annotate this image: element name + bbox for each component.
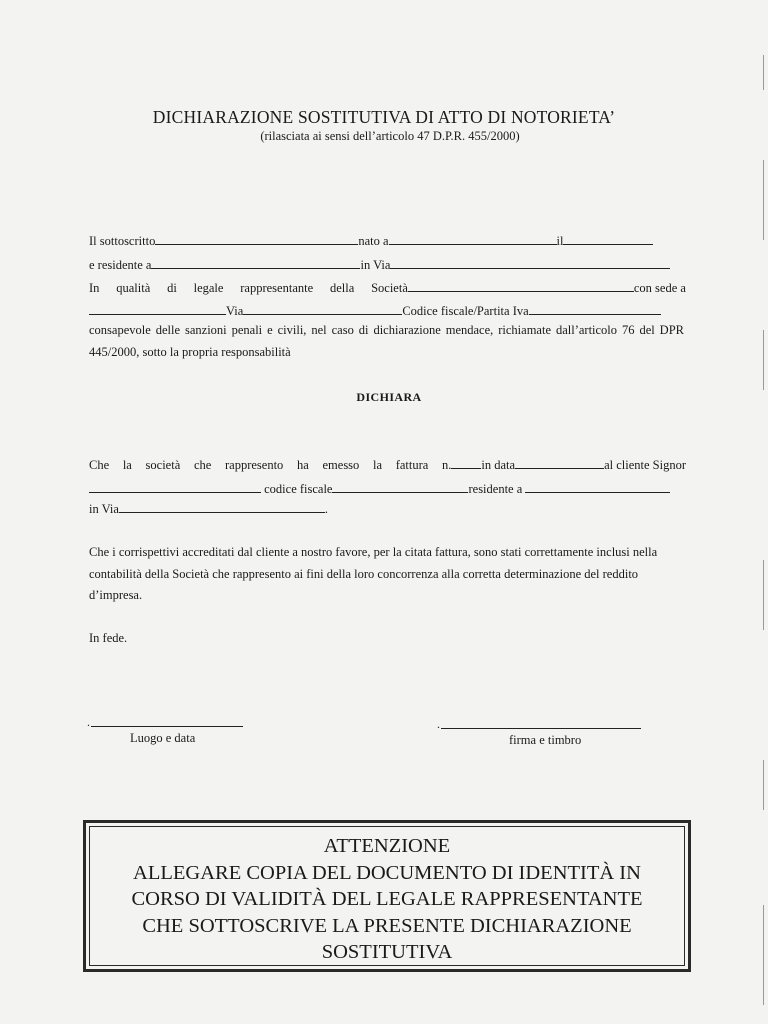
- notice-line: ALLEGARE COPIA DEL DOCUMENTO DI IDENTITÀ IN: [133, 861, 641, 884]
- attenzione-box: [83, 820, 691, 972]
- in-data-label: in data: [481, 458, 516, 472]
- declarant-row-3: [89, 279, 686, 296]
- notice-line: CORSO DI VALIDITÀ DEL LEGALE RAPPRESENTANTE: [131, 888, 643, 910]
- invoice-word: fattura: [395, 458, 429, 472]
- invoice-word: emesso: [322, 458, 360, 472]
- in-via-label: in Via: [360, 258, 391, 272]
- declarant-row-2: [89, 256, 670, 273]
- data-nascita-field[interactable]: [563, 232, 653, 245]
- qualita-word: della: [329, 281, 355, 295]
- invoice-word: ha: [297, 458, 309, 472]
- notice-line: ATTENZIONE: [323, 835, 451, 857]
- qualita-word: In: [89, 281, 100, 295]
- end-punct: .: [324, 502, 329, 516]
- scan-edge-mark: [763, 55, 764, 90]
- nato-label: nato a: [358, 234, 389, 248]
- data-fattura-field[interactable]: [515, 456, 604, 469]
- sede-field[interactable]: [89, 302, 226, 315]
- scan-edge-mark: [763, 905, 764, 1005]
- invoice-word: società: [145, 458, 181, 472]
- luogo-data-label: Luogo e data: [130, 731, 196, 745]
- invoice-row-1: [89, 456, 686, 473]
- in-fede: In fede.: [89, 631, 128, 645]
- invoice-word: che: [193, 458, 212, 472]
- firma-timbro-line[interactable]: [441, 728, 641, 729]
- invoice-word: Che: [89, 458, 110, 472]
- consapevole-paragraph: consapevole delle sanzioni penali e civili, nel caso di dichiarazione mendace, richiamate dall’articolo 76 del DPR 445/2000, sotto la propria responsabilità: [89, 323, 684, 359]
- il-label: il: [556, 234, 564, 248]
- sottoscritto-field[interactable]: [155, 232, 358, 245]
- qualita-word: di: [167, 281, 177, 295]
- via-residenza-field[interactable]: [390, 256, 670, 269]
- notice-line: SOSTITUTIVA: [321, 941, 453, 963]
- document-title: DICHIARAZIONE SOSTITUTIVA DI ATTO DI NOTORIETA’: [152, 107, 616, 127]
- luogo-data-line[interactable]: [91, 726, 243, 727]
- codice-fiscale-field[interactable]: [529, 302, 661, 315]
- sottoscritto-label: Il sottoscritto: [89, 234, 156, 248]
- numero-fattura-field[interactable]: [451, 456, 481, 469]
- qualita-word: legale: [193, 281, 224, 295]
- notice-line: CHE SOTTOSCRIVE LA PRESENTE DICHIARAZIONE: [142, 914, 632, 937]
- invoice-word: rappresento: [225, 458, 284, 472]
- codice-label: Codice fiscale/Partita Iva: [402, 304, 529, 318]
- invoice-word: la: [122, 458, 132, 472]
- cliente-in-via-label: in Via: [89, 502, 119, 516]
- declarant-row-4: [89, 302, 661, 319]
- residenza-field[interactable]: [151, 256, 360, 269]
- firma-timbro-label: firma e timbro: [509, 733, 582, 747]
- declarant-row-1: [89, 232, 653, 249]
- attenzione-text: [90, 833, 684, 966]
- scan-edge-mark: [763, 560, 764, 630]
- scan-edge-mark: [763, 160, 764, 240]
- cliente-label: al cliente Signor: [604, 458, 686, 472]
- corrispettivi-paragraph: Che i corrispettivi accreditati dal cliente a nostro favore, per la citata fattura, sono stati correttamente inclusi nella contabilità della Società che rappresento ai fini della loro concorrenza alla corretta determinazione del reddito d’impresa.: [89, 545, 658, 602]
- codice-fiscale-label: codice fiscale: [264, 482, 333, 496]
- qualita-word: rappresentante: [240, 281, 314, 295]
- residente-label: e residente a: [89, 258, 152, 272]
- cliente-field[interactable]: [89, 480, 261, 493]
- sede-label: con sede a: [633, 281, 686, 295]
- qualita-word: Società: [371, 281, 408, 295]
- attenzione-box-inner: [89, 826, 685, 966]
- via-sede-field[interactable]: [243, 302, 402, 315]
- scan-edge-mark: [763, 760, 764, 810]
- cliente-residente-label: residente a: [468, 482, 523, 496]
- qualita-word: qualità: [116, 281, 151, 295]
- cliente-codice-fiscale-field[interactable]: [332, 480, 468, 493]
- signature-dot: .: [87, 715, 90, 729]
- societa-field[interactable]: [408, 279, 634, 292]
- n-label: n.: [442, 458, 452, 472]
- document-subtitle: (rilasciata ai sensi dell’articolo 47 D.P.R. 455/2000): [260, 129, 520, 143]
- invoice-word: la: [373, 458, 383, 472]
- invoice-row-3: [89, 500, 328, 517]
- via-label: Via: [226, 304, 244, 318]
- invoice-row-2: [89, 480, 670, 497]
- scan-edge-mark: [763, 330, 764, 390]
- luogo-nascita-field[interactable]: [389, 232, 557, 245]
- dichiara-heading: DICHIARA: [356, 390, 422, 404]
- cliente-residenza-field[interactable]: [525, 480, 670, 493]
- cliente-via-field[interactable]: [119, 500, 325, 513]
- signature-dot: .: [437, 717, 440, 731]
